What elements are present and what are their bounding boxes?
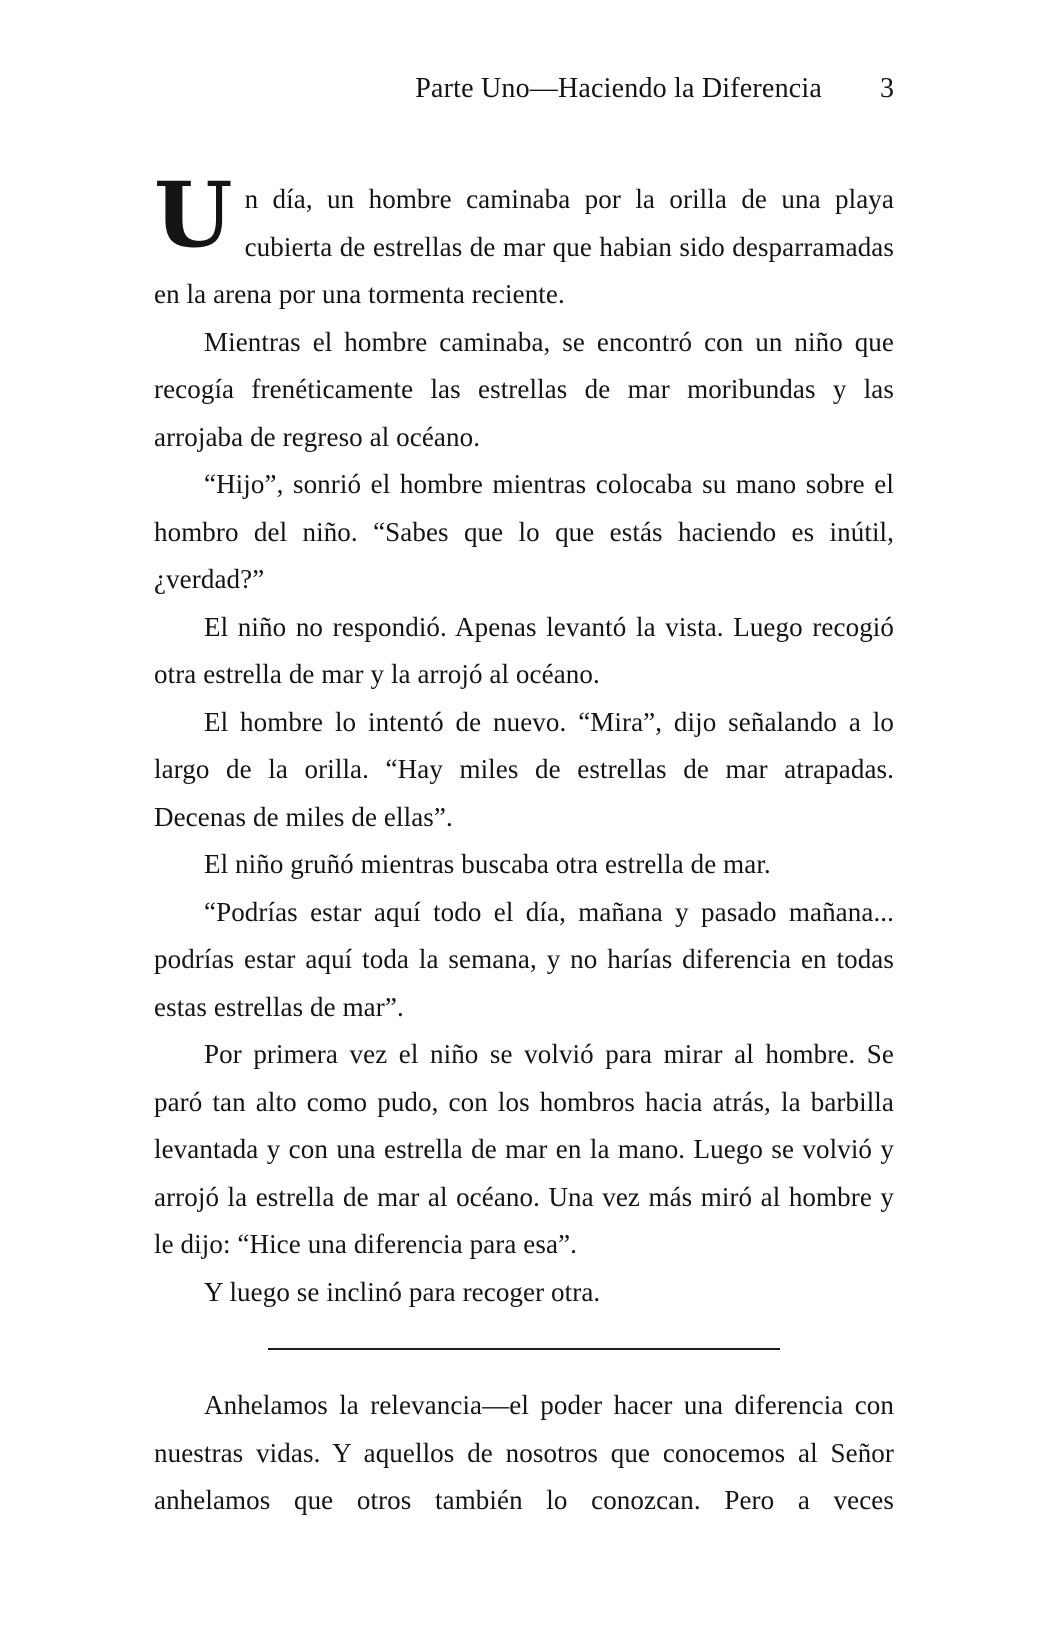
section-divider-rule — [268, 1348, 780, 1350]
story-paragraph: El niño no respondió. Apenas levantó la vista. Luego recogió otra estrella de mar y la arrojó al océano. — [154, 611, 894, 689]
story-paragraph: El hombre lo intentó de nuevo. “Mira”, dijo señalando a lo largo de la orilla. “Hay miles de estrellas de mar atrapadas. Decenas de miles de ellas”. — [154, 706, 894, 832]
story-paragraph: “Hijo”, sonrió el hombre mientras colocaba su mano sobre el hombro del niño. “Sabes que lo que estás haciendo es inútil, ¿verdad?” — [154, 469, 894, 594]
running-header — [154, 72, 894, 106]
closing-paragraph: Anhelamos la relevancia—el poder hacer una diferencia con nuestras vidas. Y aquellos de nosotros que conocemos al Señor anhelamos que otros también lo conozcan. Pero a veces — [154, 1390, 894, 1515]
story-paragraph: El niño gruñó mientras buscaba otra estrella de mar. — [204, 849, 771, 879]
page-number: 3 — [880, 73, 894, 104]
story-paragraph-opening — [154, 162, 894, 319]
story-paragraph: Por primera vez el niño se volvió para mirar al hombre. Se paró tan alto como pudo, con los hombros hacia atrás, la barbilla levantada y con una estrella de mar en la mano. Luego se volvió y arrojó la estrella de mar al océano. Una vez más miró al hombre y le dijo: “Hice una diferencia para esa”. — [154, 1039, 894, 1259]
page-body — [154, 162, 894, 1525]
story-paragraph: “Podrías estar aquí todo el día, mañana y pasado mañana... podrías estar aquí toda la semana, y no harías diferencia en todas estas estrellas de mar”. — [154, 896, 894, 1022]
running-header-title: Parte Uno—Haciendo la Diferencia — [415, 73, 822, 104]
story-paragraph: Mientras el hombre caminaba, se encontró con un niño que recogía frenéticamente las estrellas de mar moribundas y las arrojaba de regreso al océano. — [154, 326, 894, 452]
drop-cap-letter: U — [154, 162, 233, 268]
opening-paragraph-text: n día, un hombre caminaba por la orilla de una playa cubierta de estrellas de mar que habian sido desparramadas en la arena por una tormenta reciente. — [154, 184, 894, 309]
story-paragraph: Y luego se inclinó para recoger otra. — [204, 1276, 601, 1307]
